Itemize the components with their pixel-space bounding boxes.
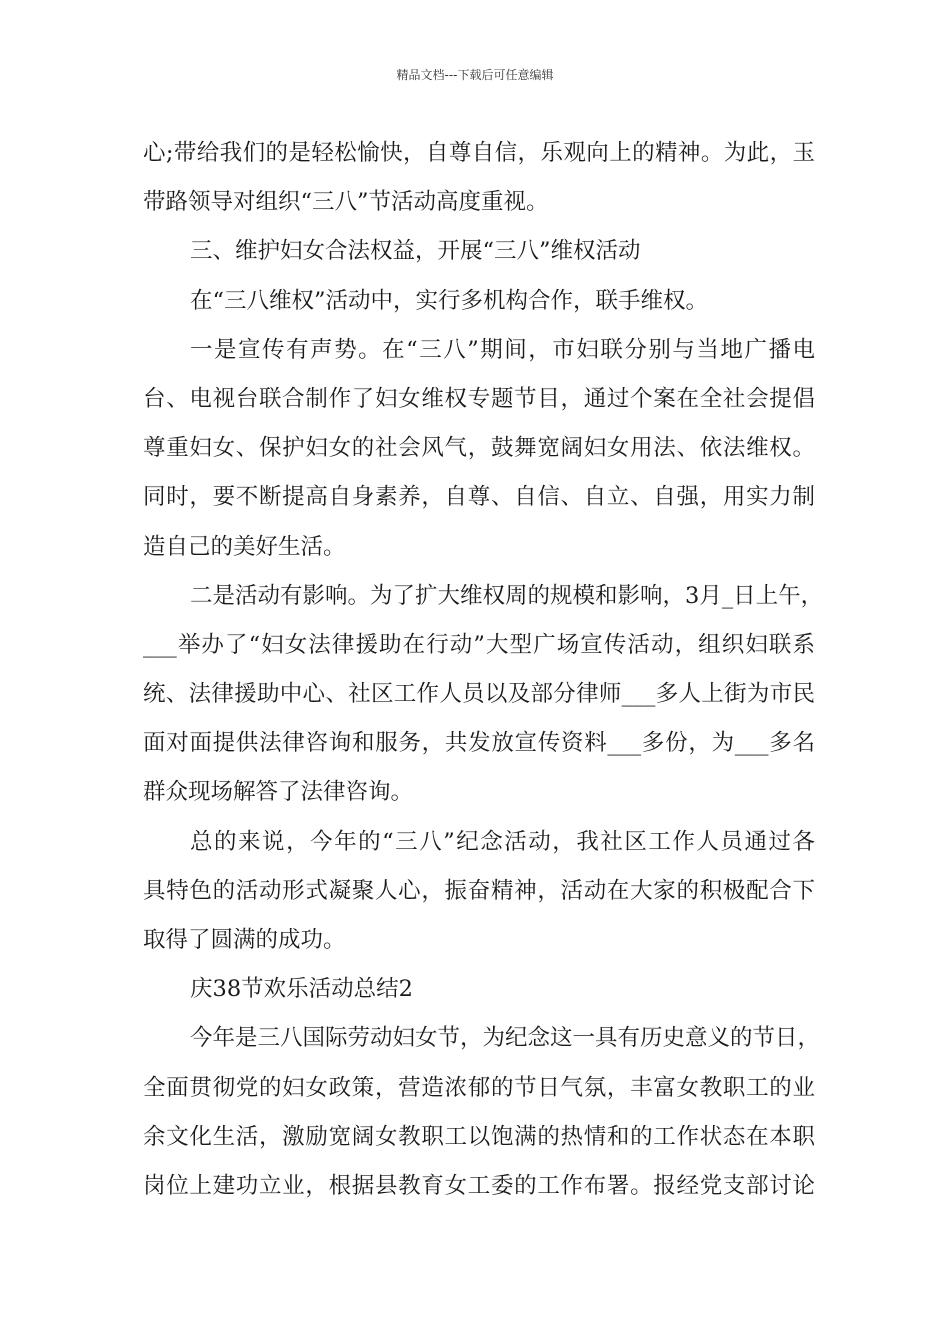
text-line: 岗位上建功立业，根据县教育女工委的工作布署。报经党支部讨论 [143, 1172, 815, 1199]
text-line: 尊重妇女、保护妇女的社会风气，鼓舞宽阔妇女用法、依法维权。 [143, 435, 815, 462]
text-line: ___举办了“妇女法律援助在行动”大型广场宣传活动，组织妇联系 [143, 631, 815, 658]
text-line: 群众现场解答了法律咨询。 [143, 779, 414, 806]
text-line: 总的来说，今年的“三八”纪念活动，我社区工作人员通过各 [190, 828, 815, 855]
page-header: 精品文档---下载后可任意编辑 [396, 68, 554, 82]
text-line: 统、法律援助中心、社区工作人员以及部分律师___多人上街为市民 [143, 681, 815, 708]
text-line: 庆38节欢乐活动总结2 [190, 976, 413, 1003]
document-body [143, 133, 824, 1215]
text-line: 具特色的活动形式凝聚人心，振奋精神，活动在大家的积极配合下 [143, 877, 815, 904]
text-line: 取得了圆满的成功。 [143, 927, 346, 953]
text-line: 台、电视台联合制作了妇女维权专题节目，通过个案在全社会提倡 [143, 385, 815, 412]
text-line: 造自己的美好生活。 [143, 533, 346, 560]
text-line: 一是宣传有声势。在“三八”期间，市妇联分别与当地广播电 [190, 336, 815, 363]
text-line: 三、维护妇女合法权益，开展“三八”维权活动 [190, 238, 641, 265]
text-line: 心;带给我们的是轻松愉快，自尊自信，乐观向上的精神。为此，玉 [143, 140, 815, 166]
text-line: 今年是三八国际劳动妇女节，为纪念这一具有历史意义的节日， [190, 1025, 821, 1052]
text-line: 在“三八维权”活动中，实行多机构合作，联手维权。 [190, 287, 709, 314]
text-line: 带路领导对组织“三八”节活动高度重视。 [143, 189, 549, 216]
text-line: 面对面提供法律咨询和服务，共发放宣传资料___多份，为___多名 [143, 730, 815, 757]
text-line: 二是活动有影响。为了扩大维权周的规模和影响，3月_日上午， [190, 582, 824, 609]
text-line: 全面贯彻党的妇女政策，营造浓郁的节日气氛，丰富女教职工的业 [143, 1074, 815, 1101]
text-line: 余文化生活，激励宽阔女教职工以饱满的热情和的工作状态在本职 [143, 1123, 815, 1150]
text-line: 同时，要不断提高自身素养，自尊、自信、自立、自强，用实力制 [143, 484, 815, 511]
